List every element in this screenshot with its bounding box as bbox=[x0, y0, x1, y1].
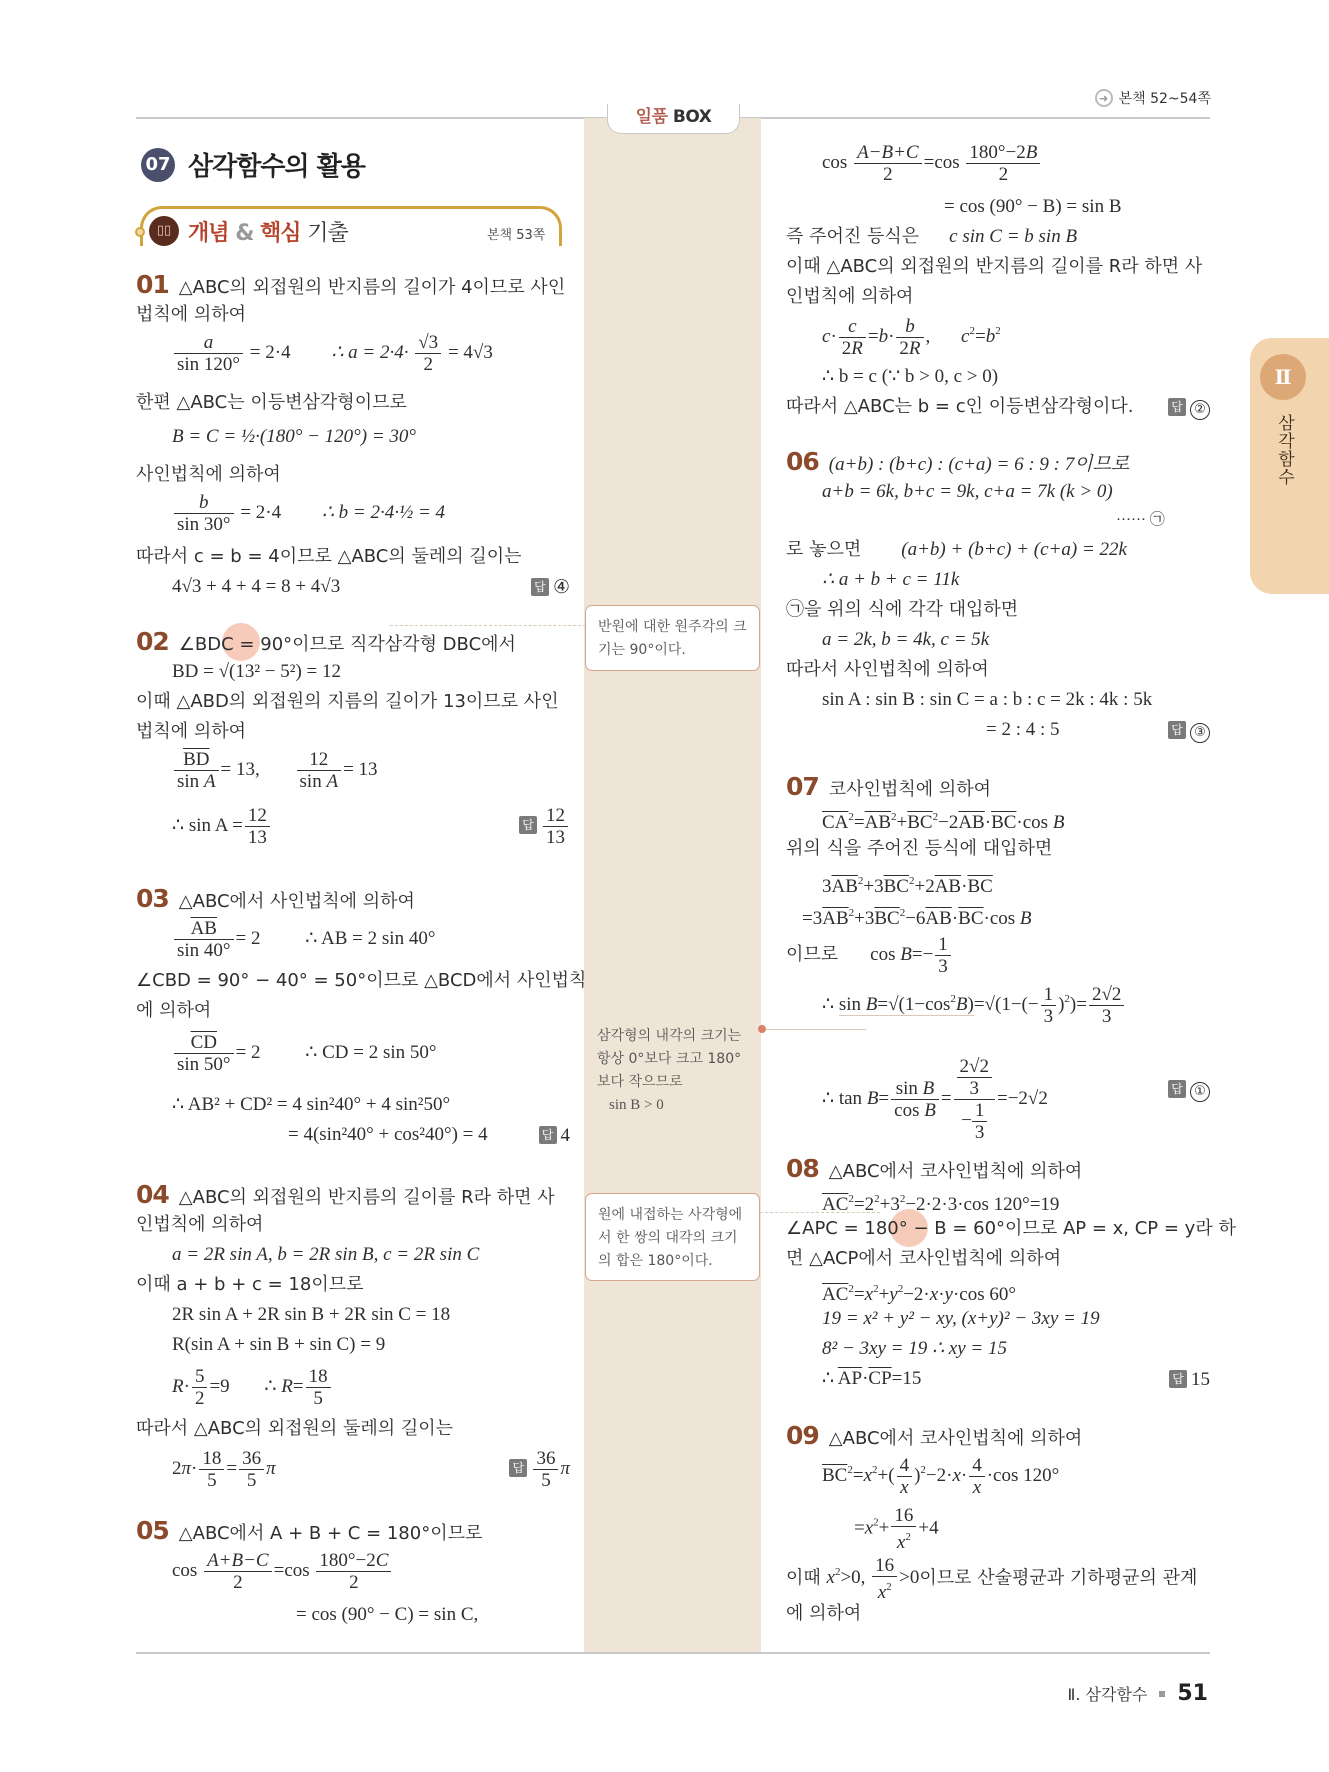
book-icon: ▯▯ bbox=[149, 216, 179, 246]
separator-square-icon bbox=[1159, 1691, 1165, 1697]
answer: 답 ② bbox=[1168, 392, 1210, 422]
answer: 답 15 bbox=[1169, 1364, 1210, 1395]
answer: 답 $\frac{36}{5}$ π bbox=[509, 1448, 570, 1491]
chapter-label: 삼각함수 bbox=[1274, 414, 1294, 486]
footer-chapter: Ⅱ. 삼각함수 bbox=[1067, 1685, 1148, 1704]
answer: 답 ③ bbox=[1168, 715, 1210, 745]
page-footer bbox=[1068, 1681, 1209, 1706]
answer: 답 ④ bbox=[531, 572, 570, 602]
side-note-1: 반원에 대한 원주각의 크기는 90°이다. bbox=[585, 605, 760, 671]
answer: 답 4 bbox=[539, 1120, 571, 1151]
book-reference: ➜ 본책 52~54쪽 bbox=[1095, 88, 1211, 108]
side-note-3: 원에 내접하는 사각형에서 한 쌍의 대각의 크기의 합은 180°이다. bbox=[585, 1193, 760, 1281]
note-connector bbox=[766, 1029, 866, 1030]
box-tab: 일품 BOX bbox=[607, 104, 740, 134]
answer: 답 $\frac{12}{13}$ bbox=[519, 805, 570, 848]
concept-dot bbox=[135, 227, 145, 237]
chapter-side-tab[interactable] bbox=[1250, 338, 1329, 594]
section-number-badge: 07 bbox=[141, 148, 175, 182]
chapter-number-badge: Ⅱ bbox=[1260, 354, 1306, 400]
answer: 답 ① bbox=[1168, 1074, 1210, 1104]
side-note-2: 삼각형의 내각의 크기는 항상 0°보다 크고 180°보다 작으므로 sin B > 0 bbox=[597, 1028, 742, 1113]
concept-book-ref: 본책 53쪽 bbox=[487, 228, 546, 243]
bottom-divider bbox=[136, 1652, 1210, 1654]
section-title: 삼각함수의 활용 bbox=[188, 152, 365, 182]
note-connector-dot bbox=[758, 1025, 766, 1033]
concept-heading: 개념 & 핵심 기출 bbox=[188, 221, 348, 246]
page-number: 51 bbox=[1177, 1681, 1208, 1706]
box-column bbox=[584, 118, 761, 1652]
arrow-right-icon: ➜ bbox=[1095, 89, 1113, 107]
note-connector bbox=[390, 625, 586, 626]
